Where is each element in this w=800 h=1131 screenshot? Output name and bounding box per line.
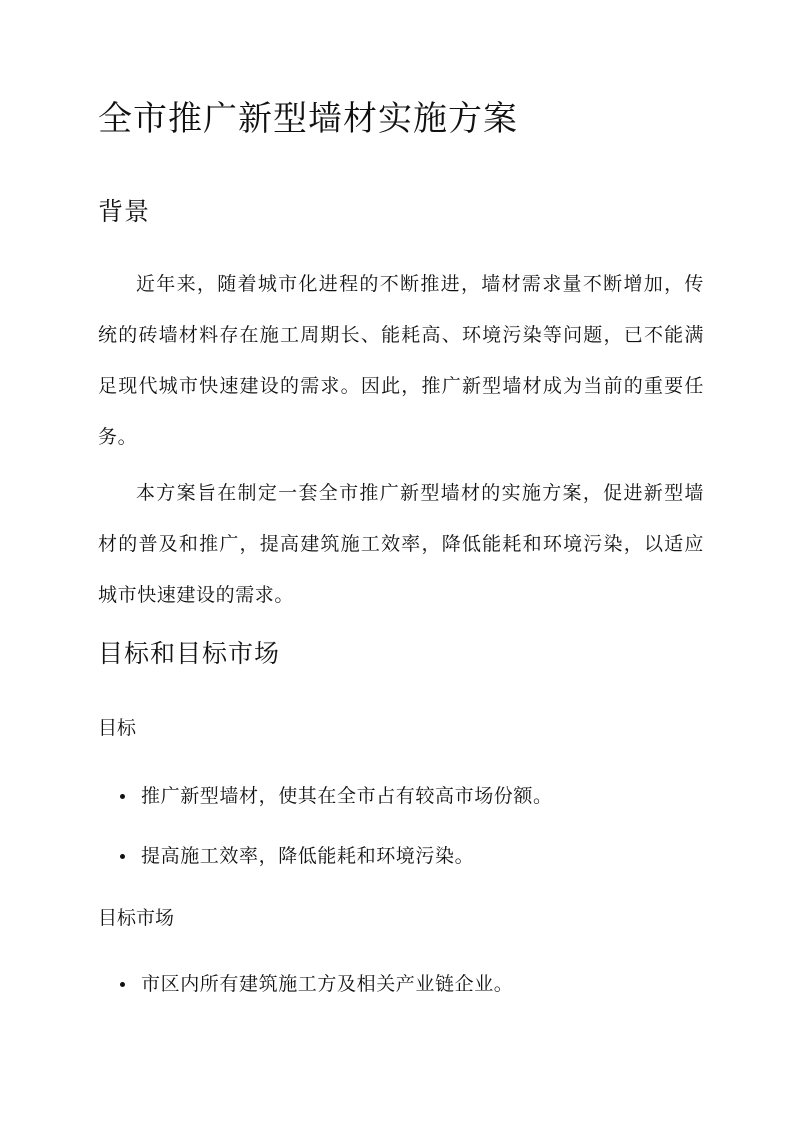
subsection-heading-target-market: 目标市场 [98, 907, 175, 929]
bullet-icon [120, 854, 125, 859]
background-paragraph-1: 近年来，随着城市化进程的不断推进，墙材需求量不断增加，传统的砖墙材料存在施工周期长、能耗高、环境污染等问题，已不能满足现代城市快速建设的需求。因此，推广新型墙材成为当前的重要任务。 [98, 273, 704, 448]
background-paragraph-2: 本方案旨在制定一套全市推广新型墙材的实施方案，促进新型墙材的普及和推广，提高建筑施工效率，降低能耗和环境污染，以适应城市快速建设的需求。 [98, 482, 704, 606]
bullet-icon [120, 982, 125, 987]
subsection-heading-goals: 目标 [98, 717, 137, 739]
list-item [120, 970, 513, 998]
list-item-text: 市区内所有建筑施工方及相关产业链企业。 [141, 973, 514, 995]
bullet-icon [120, 794, 125, 799]
list-item-text: 推广新型墙材，使其在全市占有较高市场份额。 [141, 785, 553, 807]
document-title: 全市推广新型墙材实施方案 [98, 99, 518, 139]
section-heading-background: 背景 [98, 197, 151, 226]
list-item [120, 842, 474, 870]
section-heading-goals-market: 目标和目标市场 [98, 639, 281, 668]
list-item [120, 782, 553, 810]
list-item-text: 提高施工效率，降低能耗和环境污染。 [141, 845, 475, 867]
